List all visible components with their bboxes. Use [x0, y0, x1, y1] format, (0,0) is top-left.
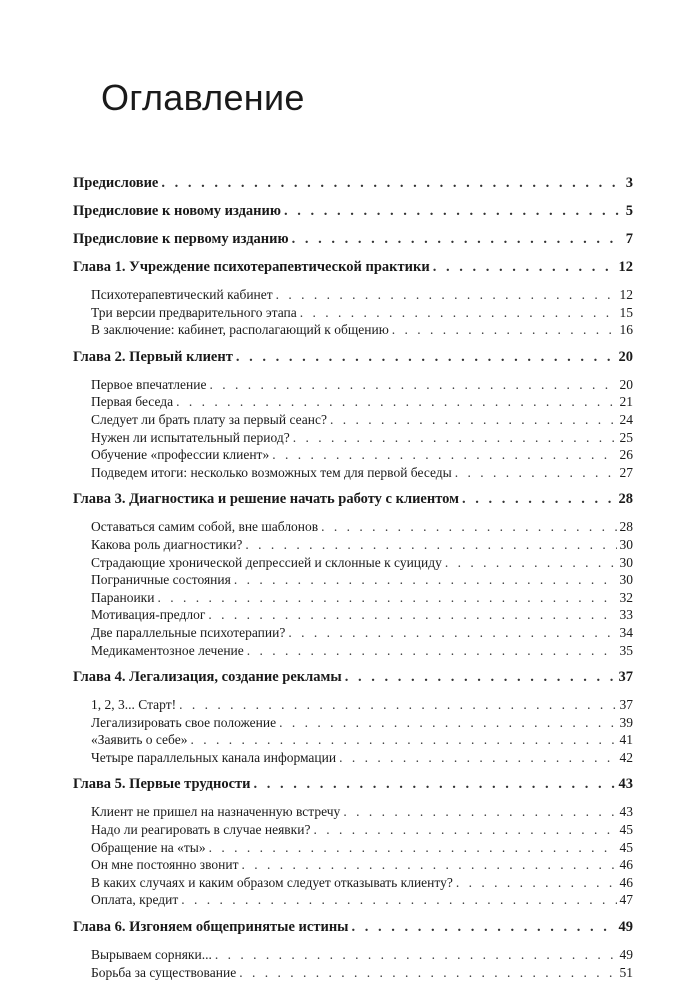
chapter-entry[interactable]	[73, 487, 633, 511]
section-entry[interactable]	[91, 874, 633, 892]
section-list	[73, 696, 633, 766]
section-entry[interactable]	[91, 393, 633, 411]
section-list	[73, 803, 633, 909]
section-entry[interactable]	[91, 429, 633, 447]
dot-leader	[352, 915, 616, 939]
chapter-entry-title: Глава 4. Легализация, создание рекламы	[73, 669, 342, 686]
dot-leader	[293, 429, 617, 447]
section-entry-title: Вырываем сорняки...	[91, 947, 212, 963]
section-entry-page-number: 30	[619, 536, 633, 552]
section-entry[interactable]	[91, 714, 633, 732]
section-entry-title: Психотерапевтический кабинет	[91, 287, 273, 302]
front-matter-entry-page-number: 5	[625, 203, 633, 219]
section-entry-page-number: 47	[619, 892, 633, 908]
dot-leader	[392, 321, 617, 339]
section-entry-page-number: 30	[619, 572, 633, 588]
dot-leader	[209, 839, 617, 857]
section-entry-page-number: 34	[619, 624, 633, 640]
dot-leader	[300, 304, 617, 322]
section-entry-title: Подведем итоги: несколько возможных тем для первой беседы	[91, 464, 452, 480]
section-entry-page-number: 51	[619, 964, 633, 980]
chapter-entry[interactable]	[73, 345, 633, 369]
section-entry[interactable]	[91, 839, 633, 857]
dot-leader	[321, 518, 616, 536]
chapter-entry-title: Глава 3. Диагностика и решение начать работу с клиентом	[73, 491, 460, 508]
chapter-entry-page-number: 43	[618, 776, 633, 793]
front-matter-entry-title: Предисловие к новому изданию	[73, 203, 281, 219]
front-matter-entry-page-number: 7	[625, 231, 633, 247]
section-entry-page-number: 42	[619, 749, 633, 765]
section-entry-page-number: 27	[619, 464, 633, 480]
section-entry-title: Обучение «профессии клиент»	[91, 447, 270, 463]
section-entry-title: Оставаться самим собой, вне шаблонов	[91, 519, 319, 535]
section-entry-title: «Заявить о себе»	[91, 732, 188, 748]
section-list	[73, 946, 633, 981]
dot-leader	[292, 227, 623, 251]
dot-leader	[313, 821, 616, 839]
section-entry-title: Мотивация-предлог	[91, 607, 206, 623]
chapter-entry-page-number: 37	[618, 669, 633, 686]
dot-leader	[161, 171, 622, 195]
section-entry[interactable]	[91, 856, 633, 874]
section-entry[interactable]	[91, 624, 633, 642]
section-entry[interactable]	[91, 321, 633, 339]
dot-leader	[462, 487, 615, 511]
dot-leader	[456, 874, 617, 892]
front-matter-entry-title: Предисловие	[73, 175, 159, 191]
section-entry-page-number: 32	[619, 589, 633, 605]
dot-leader	[272, 446, 616, 464]
section-entry[interactable]	[91, 518, 633, 536]
dot-leader	[157, 589, 616, 607]
section-entry-page-number: 45	[619, 822, 633, 838]
section-entry[interactable]	[91, 749, 633, 767]
section-entry[interactable]	[91, 536, 633, 554]
section-entry-title: Обращение на «ты»	[91, 839, 206, 855]
dot-leader	[190, 731, 616, 749]
dot-leader	[343, 803, 616, 821]
page-title: Оглавление	[101, 77, 305, 118]
section-entry-title: Надо ли реагировать в случае неявки?	[91, 822, 311, 838]
section-entry-page-number: 26	[619, 447, 633, 463]
section-entry-title: Медикаментозное лечение	[91, 642, 244, 658]
chapter-entry-page-number: 28	[618, 491, 633, 508]
front-matter-entry[interactable]	[73, 227, 633, 251]
section-entry-title: Параноики	[91, 589, 155, 605]
section-entry-page-number: 15	[619, 304, 633, 320]
dot-leader	[236, 345, 616, 369]
section-entry[interactable]	[91, 642, 633, 660]
section-entry-page-number: 20	[619, 376, 633, 392]
section-entry[interactable]	[91, 286, 633, 304]
dot-leader	[179, 696, 616, 714]
section-entry-title: Четыре параллельных канала информации	[91, 749, 337, 765]
front-matter-entry-title: Предисловие к первому изданию	[73, 231, 289, 247]
chapter-entry-page-number: 12	[618, 259, 633, 275]
dot-leader	[433, 255, 616, 279]
dot-leader	[339, 749, 616, 767]
section-list	[73, 518, 633, 659]
dot-leader	[288, 624, 616, 642]
section-entry-title: Пограничные состояния	[91, 572, 231, 588]
section-entry-page-number: 21	[619, 394, 633, 410]
section-entry-title: Клиент не пришел на назначенную встречу	[91, 804, 341, 820]
section-entry-title: Какова роль диагностики?	[91, 536, 243, 552]
dot-leader	[181, 891, 616, 909]
front-matter-entry[interactable]	[73, 171, 633, 195]
section-entry-title: В заключение: кабинет, располагающий к общению	[91, 322, 389, 338]
chapter-entry[interactable]	[73, 665, 633, 689]
dot-leader	[242, 856, 617, 874]
section-entry[interactable]	[91, 821, 633, 839]
dot-leader	[209, 376, 616, 394]
section-entry[interactable]	[91, 464, 633, 482]
section-entry-title: Следует ли брать плату за первый сеанс?	[91, 411, 327, 427]
section-entry[interactable]	[91, 411, 633, 429]
section-entry-page-number: 45	[619, 839, 633, 855]
chapter-entry-page-number: 20	[618, 348, 633, 365]
chapter-entry-page-number: 49	[618, 919, 633, 936]
section-entry-title: В каких случаях и каким образом следует отказывать клиенту?	[91, 874, 453, 890]
section-entry-title: Страдающие хронической депрессией и склонные к суициду	[91, 554, 442, 570]
dot-leader	[208, 606, 616, 624]
section-entry[interactable]	[91, 446, 633, 464]
table-of-contents	[73, 171, 633, 987]
section-entry-title: Первая беседа	[91, 394, 174, 410]
section-entry-page-number: 37	[619, 697, 633, 713]
section-entry-page-number: 16	[619, 322, 633, 338]
chapter-entry-title: Глава 1. Учреждение психотерапевтической практики	[73, 259, 430, 275]
section-entry-title: Легализировать свое положение	[91, 714, 277, 730]
chapter-entry[interactable]	[73, 915, 633, 939]
section-entry-title: Первое впечатление	[91, 376, 207, 392]
section-entry-title: Оплата, кредит	[91, 892, 179, 908]
chapter-entry[interactable]	[73, 772, 633, 796]
dot-leader	[330, 411, 617, 429]
section-entry-page-number: 39	[619, 714, 633, 730]
dot-leader	[345, 665, 616, 689]
chapter-entry-title: Глава 2. Первый клиент	[73, 348, 233, 365]
section-entry[interactable]	[91, 571, 633, 589]
section-entry[interactable]	[91, 376, 633, 394]
section-entry-page-number: 30	[619, 554, 633, 570]
dot-leader	[445, 554, 617, 572]
section-entry-title: Две параллельные психотерапии?	[91, 624, 286, 640]
section-entry[interactable]	[91, 946, 633, 964]
section-list	[73, 376, 633, 482]
section-entry[interactable]	[91, 964, 633, 982]
section-entry-page-number: 43	[619, 804, 633, 820]
section-entry[interactable]	[91, 606, 633, 624]
section-entry-page-number: 24	[619, 411, 633, 427]
dot-leader	[279, 714, 616, 732]
dot-leader	[176, 393, 616, 411]
section-entry-page-number: 41	[619, 732, 633, 748]
section-entry-page-number: 28	[619, 519, 633, 535]
section-entry-page-number: 12	[619, 287, 633, 302]
section-entry-title: 1, 2, 3... Старт!	[91, 697, 177, 713]
dot-leader	[215, 946, 617, 964]
section-entry[interactable]	[91, 304, 633, 322]
section-entry-title: Он мне постоянно звонит	[91, 857, 239, 873]
section-list	[73, 286, 633, 339]
section-entry-page-number: 35	[619, 642, 633, 658]
section-entry-title: Три версии предварительного этапа	[91, 304, 297, 320]
dot-leader	[247, 642, 617, 660]
section-entry-title: Борьба за существование	[91, 964, 237, 980]
dot-leader	[276, 286, 617, 304]
dot-leader	[239, 964, 616, 982]
dot-leader	[455, 464, 617, 482]
section-entry-page-number: 49	[619, 947, 633, 963]
section-entry[interactable]	[91, 891, 633, 909]
dot-leader	[254, 772, 616, 796]
section-entry-page-number: 46	[619, 874, 633, 890]
section-entry[interactable]	[91, 554, 633, 572]
front-matter-entry[interactable]	[73, 199, 633, 223]
chapter-entry-title: Глава 6. Изгоняем общепринятые истины	[73, 919, 349, 936]
section-entry-page-number: 25	[619, 429, 633, 445]
section-entry[interactable]	[91, 803, 633, 821]
front-matter-entry-page-number: 3	[625, 175, 633, 191]
section-entry[interactable]	[91, 589, 633, 607]
dot-leader	[284, 199, 623, 223]
section-entry-page-number: 33	[619, 607, 633, 623]
section-entry-title: Нужен ли испытательный период?	[91, 429, 290, 445]
section-entry-page-number: 46	[619, 857, 633, 873]
dot-leader	[234, 571, 617, 589]
chapter-entry[interactable]	[73, 255, 633, 279]
chapter-entry-title: Глава 5. Первые трудности	[73, 776, 251, 793]
section-entry[interactable]	[91, 696, 633, 714]
dot-leader	[245, 536, 616, 554]
section-entry[interactable]	[91, 731, 633, 749]
